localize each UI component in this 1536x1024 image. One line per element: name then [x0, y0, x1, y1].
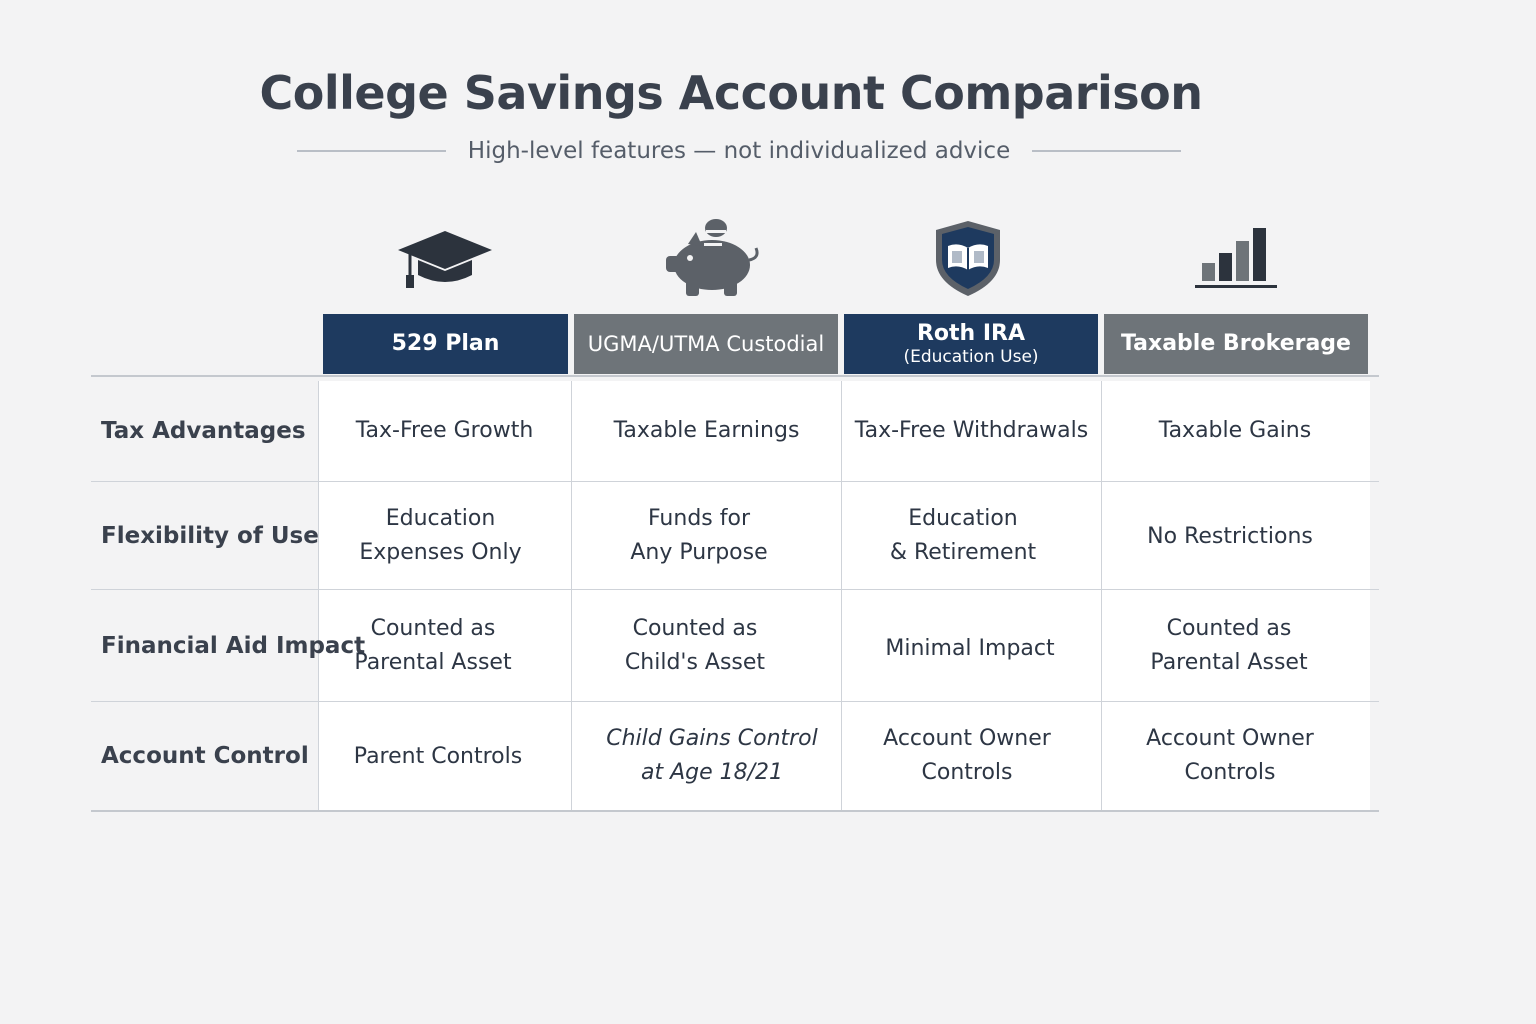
- row-label-financial-aid-impact: Financial Aid Impact: [101, 632, 366, 659]
- table-cell: Education Expenses Only: [359, 505, 522, 565]
- table-top-rule: [91, 375, 1379, 377]
- divider-left: [297, 150, 446, 152]
- row-label-account-control: Account Control: [101, 743, 309, 769]
- column-header-title: UGMA/UTMA Custodial: [587, 332, 825, 356]
- column-header-taxable-brokerage: [1104, 314, 1368, 374]
- table-cell: Counted as Child's Asset: [624, 615, 766, 675]
- table-cell: Tax-Free Withdrawals: [854, 418, 1089, 443]
- table-cell: Account Owner Controls: [883, 726, 1051, 785]
- subtitle-row: [297, 136, 1181, 166]
- table-cell: Tax-Free Growth: [355, 418, 534, 443]
- column-header-title: Taxable Brokerage: [1121, 331, 1351, 356]
- column-header-ugma-utma: [574, 314, 838, 374]
- row-label-flexibility-of-use: Flexibility of Use: [101, 522, 319, 549]
- column-header-529-plan: [323, 314, 568, 374]
- table-cell: No Restrictions: [1147, 524, 1313, 549]
- column-header-title: 529 Plan: [391, 331, 500, 356]
- divider-right: [1032, 150, 1181, 152]
- table-cell: Minimal Impact: [885, 636, 1055, 661]
- table-cell: Education & Retirement: [889, 505, 1037, 565]
- table-cell: Child Gains Control at Age 18/21: [606, 726, 818, 785]
- column-header-roth-ira: [844, 314, 1098, 374]
- bar-chart-icon: [1190, 215, 1280, 300]
- table-cell: Taxable Gains: [1158, 418, 1312, 443]
- piggy-bank-icon: [662, 215, 762, 300]
- page-title: College Savings Account Comparison: [259, 66, 1203, 120]
- table-cell: Taxable Earnings: [613, 418, 800, 443]
- table-cell: Parent Controls: [353, 744, 523, 769]
- table-cell: Counted as Parental Asset: [354, 615, 512, 675]
- table-cell: Funds for Any Purpose: [630, 505, 768, 565]
- row-label-tax-advantages: Tax Advantages: [101, 418, 306, 444]
- shield-book-icon: [930, 215, 1006, 300]
- table-cell: Account Owner Controls: [1146, 726, 1314, 785]
- graduation-cap-icon: [396, 215, 494, 300]
- column-header-subtitle: (Education Use): [903, 347, 1039, 367]
- column-header-title: Roth IRA: [916, 321, 1026, 346]
- table-cell: Counted as Parental Asset: [1150, 615, 1308, 675]
- table-bottom-rule: [91, 810, 1379, 812]
- page-subtitle: High-level features — not individualized advice: [467, 138, 1011, 164]
